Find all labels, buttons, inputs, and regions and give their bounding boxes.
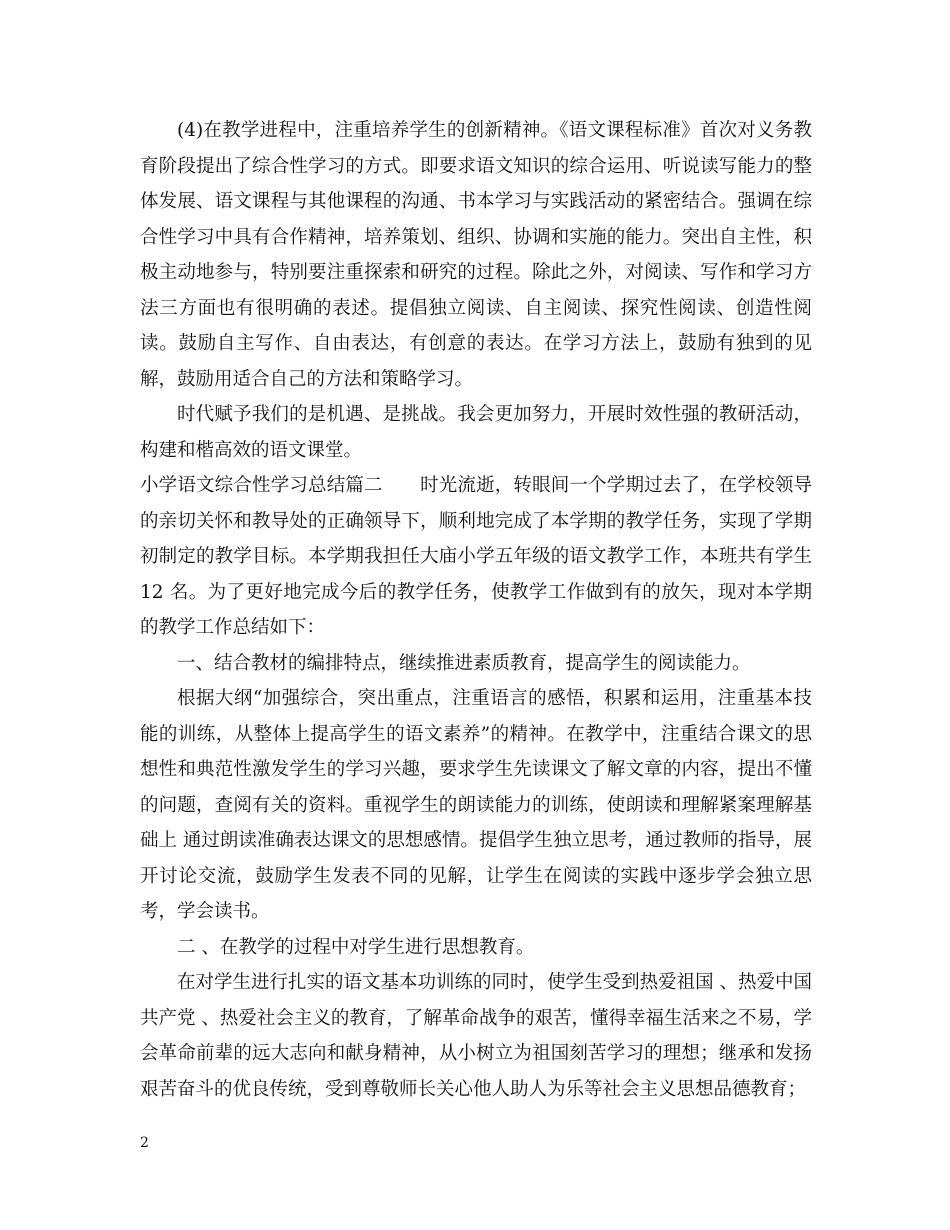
paragraph-summary-part-two: 小学语文综合性学习总结篇二 时光流逝，转眼间一个学期过去了，在学校领导的亲切关怀和教导处的正确领导下，顺利地完成了本学期的教学任务，实现了学期初制定的教学目标。本学期我担任大庙小学五年级的语文教学工作，本班共有学生 12 名。为了更好地完成今后的教学任务，使教学工作做到有的放矢，现对本学期的教学工作总结如下： bbox=[140, 475, 812, 638]
paragraph-heading-two: 二 、在教学的过程中对学生进行思想教育。 bbox=[177, 936, 535, 958]
paragraph-heading-one: 一、结合教材的编排特点，继续推进素质教育，提高学生的阅读能力。 bbox=[177, 652, 751, 674]
page-number: 2 bbox=[140, 1135, 149, 1151]
paragraph-moral-education: 在对学生进行扎实的语文基本功训练的同时，使学生受到热爱祖国 、热爱中国共产党 、热爱社会主义的教育，了解革命战争的艰苦，懂得幸福生活来之不易，学会革命前辈的远大志向和献身精神，从小树立为祖国刻苦学习的理想；继承和发扬艰苦奋斗的优良传统，受到尊敬师长关心他人助人为乐等社会主义思想品德教育； bbox=[140, 972, 812, 1100]
paragraph-syllabus: 根据大纲“加强综合，突出重点，注重语言的感悟，积累和运用，注重基本技能的训练，从整体上提高学生的语文素养”的精神。在教学中，注重结合课文的思想性和典范性激发学生的学习兴趣，要求学生先读课文了解文章的内容，提出不懂的问题，查阅有关的资料。重视学生的朗读能力的训练，使朗读和理解紧案理解基础上 通过朗读准确表达课文的思想感情。提倡学生独立思考，通过教师的指导，展开讨论交流，鼓励学生发表不同的见解，让学生在阅读的实践中逐步学会独立思考，学会读书。 bbox=[140, 688, 812, 922]
paragraph-era: 时代赋予我们的是机遇、是挑战。我会更加努力，开展时效性强的教研活动，构建和楷高效的语文课堂。 bbox=[140, 404, 812, 461]
document-body bbox=[140, 113, 812, 1107]
paragraph-innovation: (4)在教学进程中，注重培养学生的创新精神。《语文课程标准》首次对义务教育阶段提出了综合性学习的方式。即要求语文知识的综合运用、听说读写能力的整体发展、语文课程与其他课程的沟通、书本学习与实践活动的紧密结合。强调在综合性学习中具有合作精神，培养策划、组织、协调和实施的能力。突出自主性，积极主动地参与，特别要注重探索和研究的过程。除此之外，对阅读、写作和学习方法三方面也有很明确的表述。提倡独立阅读、自主阅读、探究性阅读、创造性阅读。鼓励自主写作、自由表达，有创意的表达。在学习方法上，鼓励有独到的见解，鼓励用适合自己的方法和策略学习。 bbox=[140, 120, 812, 390]
